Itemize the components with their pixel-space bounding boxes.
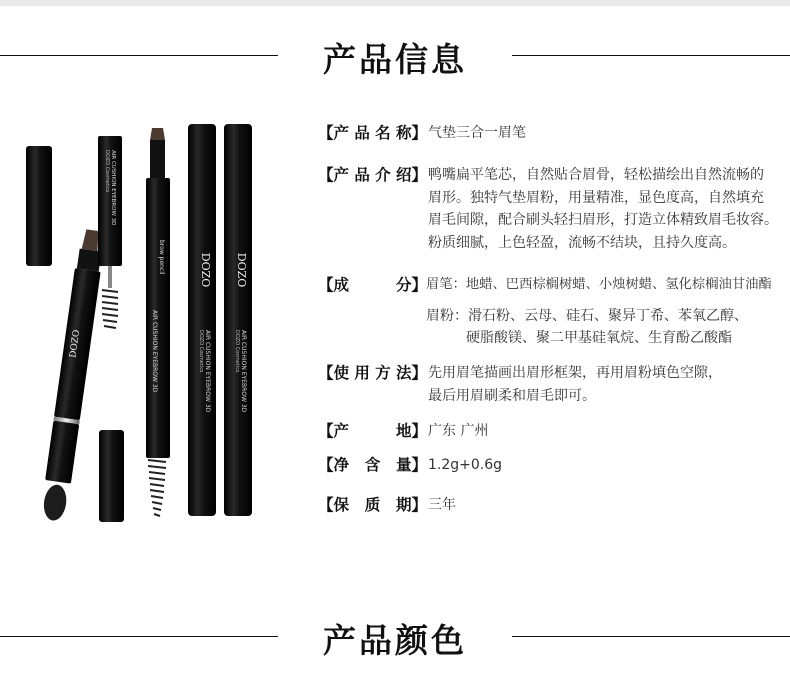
- info-label: 【产品介绍】: [318, 166, 428, 184]
- info-value: 先用眉笔描画出眉形框架，再用眉粉填色空隙， 最后用眉刷柔和眉毛即可。: [428, 365, 722, 404]
- header-rule-left: [0, 636, 278, 637]
- info-value: 眉笔：地蜡、巴西棕榈树蜡、小烛树蜡、氢化棕榈油甘油酯 眉粉：滑石粉、云母、硅石、聚异丁希、苯氧乙醇、 硬脂酸镁、聚二甲基硅氧烷、生育酚乙酸酯: [426, 277, 772, 346]
- section-header-product-color: [0, 607, 790, 667]
- svg-text:brow pencil: brow pencil: [158, 240, 165, 275]
- info-value: 1.2g+0.6g: [428, 457, 503, 473]
- svg-text:AIR CUSHION EYEBROW 3D: AIR CUSHION EYEBROW 3D: [204, 330, 211, 413]
- svg-text:AIR CUSHION EYEBROW 3D: AIR CUSHION EYEBROW 3D: [151, 310, 158, 393]
- info-label: 【净 含 量】: [318, 456, 428, 474]
- top-divider-strip: [0, 0, 790, 6]
- info-value: 鸭嘴扁平笔芯，自然贴合眉骨，轻松描绘出自然流畅的 眉形。独特气垫眉粉，用量精准，显色度高，自然填充 眉毛间隙，配合刷头轻扫眉形，打造立体精致眉毛妆容。 粉质细腻，上色轻盈，流畅不结块，且持久度高。: [428, 167, 778, 251]
- svg-text:AIR CUSHION EYEBROW 3D: AIR CUSHION EYEBROW 3D: [110, 150, 116, 226]
- section-title: 产品信息: [323, 40, 467, 79]
- info-label: 【产品名称】: [318, 124, 428, 142]
- info-value: 广东 广州: [428, 423, 489, 439]
- svg-text:DOZO Cosmetics: DOZO Cosmetics: [234, 330, 240, 373]
- info-label: 【使用方法】: [318, 364, 428, 382]
- svg-text:DOZO: DOZO: [199, 252, 212, 288]
- svg-text:DOZO Cosmetics: DOZO Cosmetics: [198, 330, 204, 373]
- info-label: 【产 地】: [318, 422, 428, 440]
- svg-text:AIR CUSHION EYEBROW 3D: AIR CUSHION EYEBROW 3D: [240, 330, 247, 413]
- svg-text:DOZO: DOZO: [68, 329, 83, 359]
- svg-text:DOZO: DOZO: [235, 252, 248, 288]
- header-rule-right: [512, 55, 790, 56]
- svg-text:DOZO Cosmetics: DOZO Cosmetics: [104, 150, 110, 193]
- product-image-eyebrow-pencil: [20, 110, 285, 530]
- section-title: 产品颜色: [323, 621, 467, 660]
- info-label: 【保 质 期】: [318, 496, 428, 514]
- section-header-product-info: [0, 26, 790, 86]
- header-rule-left: [0, 55, 278, 56]
- info-value: 气垫三合一眉笔: [428, 125, 526, 141]
- info-label: 【成 分】: [318, 276, 428, 294]
- info-value: 三年: [428, 497, 456, 513]
- header-rule-right: [512, 636, 790, 637]
